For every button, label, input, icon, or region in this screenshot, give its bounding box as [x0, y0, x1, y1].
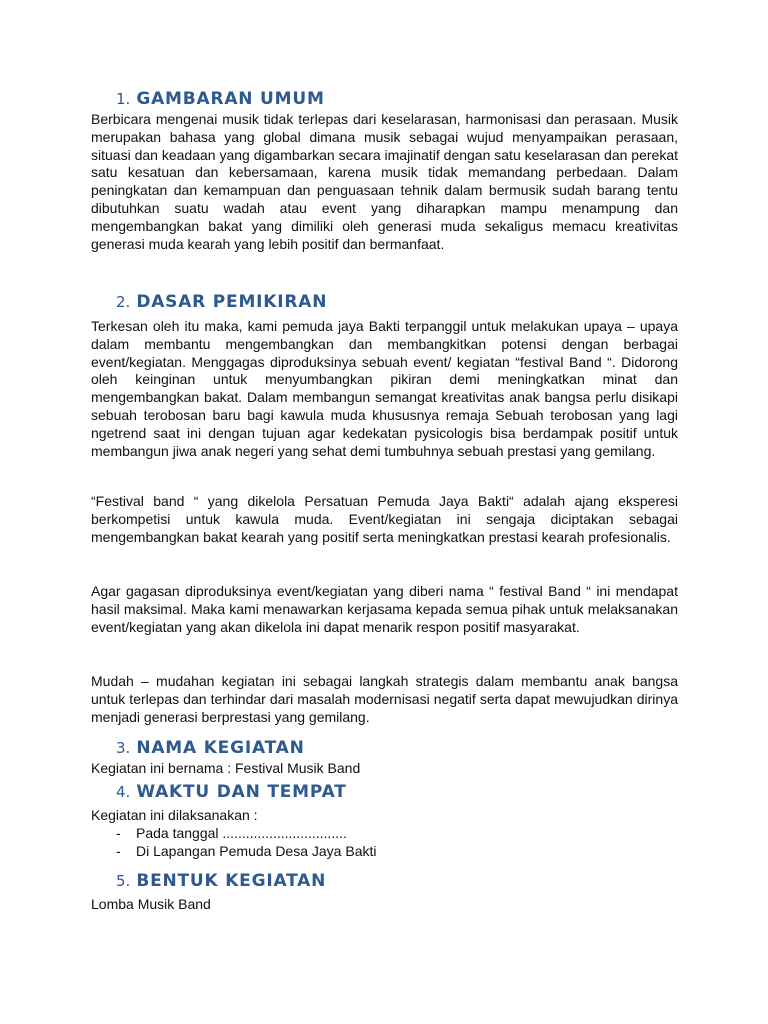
list-dash: - [116, 843, 121, 859]
paragraph-gambaran-umum: Berbicara mengenai musik tidak terlepas dari keselarasan, harmonisasi dan perasaan. Musik merupakan bahasa yang global dimana musik sebagai wujud menyampaikan perasaan, situasi dan keadaan yang digambarkan secara imajinatif dengan satu keselarasan dan perekat satu kesatuan dan kebersamaan, karena musik tidak memandang perbedaan. Dalam peningkatan dan kemampuan dan penguasaan tehnik dalam bermusik sudah barang tentu dibutuhkan suatu wadah atau event yang diharapkan mampu menampung dan mengembangkan bakat yang dimiliki oleh generasi muda sekaligus memacu kreativitas generasi muda kearah yang lebih positif dan bermanfaat. [91, 111, 678, 252]
paragraph-dasar-pemikiran-4: Mudah – mudahan kegiatan ini sebagai langkah strategis dalam membantu anak bangsa untuk terlepas dan terhindar dari masalah modernisasi negatif serta dapat mewujudkan dirinya menjadi generasi berprestasi yang gemilang. [91, 673, 678, 725]
heading-waktu-tempat [116, 782, 347, 802]
paragraph-dasar-pemikiran-2: “Festival band “ yang dikelola Persatuan Pemuda Jaya Bakti“ adalah ajang eksperesi berkompetisi untuk kawula muda. Event/kegiatan ini sengaja diciptakan sebagai mengembangkan bakat kearah yang positif serta meningkatkan prestasi kearah profesionalis. [91, 493, 678, 545]
heading-bentuk-kegiatan [116, 871, 326, 891]
section-title: NAMA KEGIATAN [136, 738, 305, 758]
paragraph-dasar-pemikiran-1: Terkesan oleh itu maka, kami pemuda jaya Bakti terpanggil untuk melakukan upaya – upaya dalam membantu mengembangkan dan membangkitkan potensi dengan berbagai event/kegiatan. Menggagas diproduksinya sebuah event/ kegiatan “festival Band “. Didorong oleh keinginan untuk menyumbangkan pikiran demi meningkatkan minat dan mengembangkan bakat. Dalam membangun semangat kreativitas anak bangsa perlu disikapi sebuah terobosan baru bagi kawula muda khususnya remaja Sebuah terobosan yang lagi ngetrend saat ini dengan tujuan agar kedekatan pysicologis bisa berdampak positif untuk membangun jiwa anak negeri yang sehat demi tumbuhnya sebuah prestasi yang gemilang. [91, 318, 678, 459]
list-item-text: Di Lapangan Pemuda Desa Jaya Bakti [136, 843, 377, 859]
list-item-text: Pada tanggal ................................ [136, 825, 347, 841]
section-number: 3. [116, 739, 131, 757]
section-number: 1. [116, 90, 131, 108]
list-item-tanggal [116, 824, 347, 842]
bentuk-kegiatan-text: Lomba Musik Band [91, 896, 211, 912]
heading-nama-kegiatan [116, 738, 305, 758]
section-number: 4. [116, 783, 131, 801]
section-title: DASAR PEMIKIRAN [136, 292, 328, 312]
section-title: BENTUK KEGIATAN [136, 871, 327, 891]
list-dash: - [116, 825, 121, 841]
waktu-tempat-intro: Kegiatan ini dilaksanakan : [91, 807, 258, 823]
section-title: GAMBARAN UMUM [136, 89, 325, 109]
list-item-tempat [116, 842, 376, 860]
heading-gambaran-umum [116, 89, 325, 109]
paragraph-dasar-pemikiran-3: Agar gagasan diproduksinya event/kegiatan yang diberi nama “ festival Band “ ini mendapat hasil maksimal. Maka kami menawarkan kerjasama kepada semua pihak untuk melaksanakan event/kegiatan yang akan dikelola ini dapat menarik respon positif masyarakat. [91, 583, 678, 635]
section-number: 2. [116, 293, 131, 311]
section-title: WAKTU DAN TEMPAT [136, 782, 347, 802]
section-number: 5. [116, 872, 131, 890]
nama-kegiatan-text: Kegiatan ini bernama : Festival Musik Band [91, 760, 361, 776]
heading-dasar-pemikiran [116, 292, 327, 312]
